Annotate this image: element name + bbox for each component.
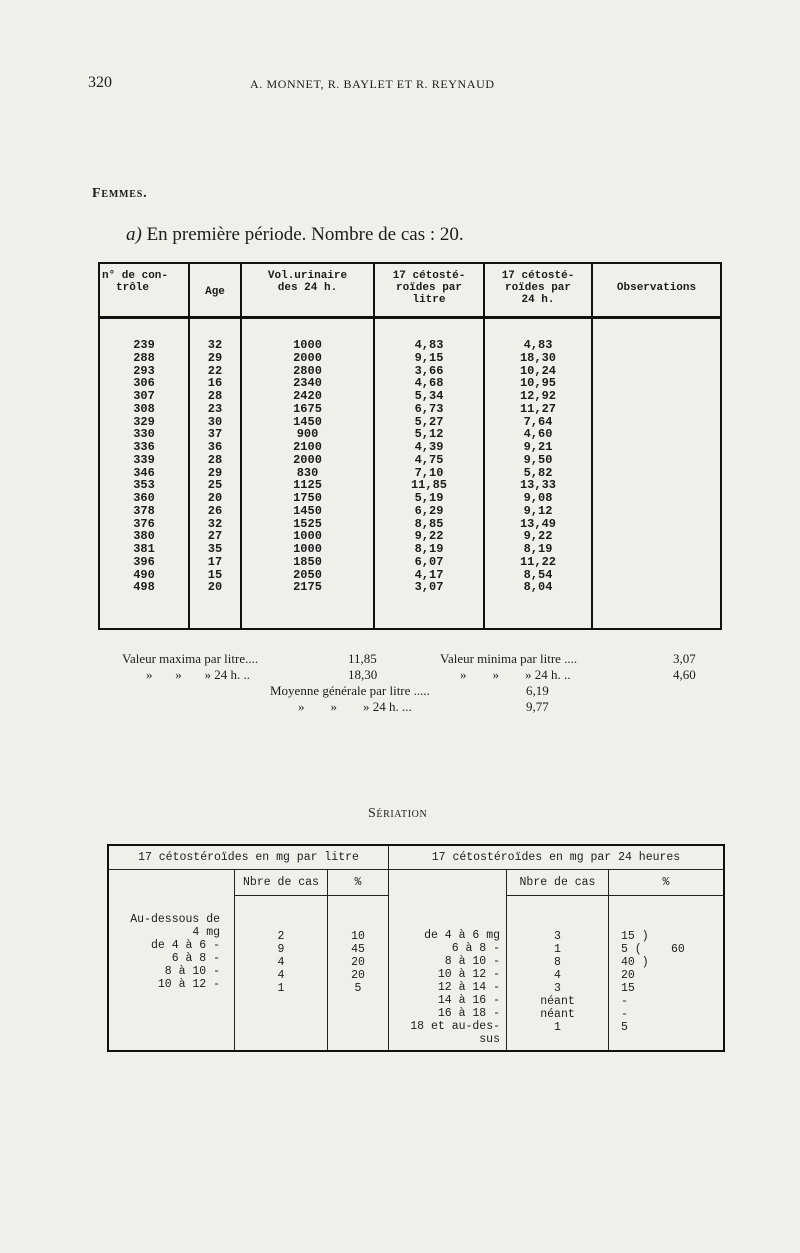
cell-value: 239 [133, 338, 155, 352]
cell-value: 9,22 [523, 529, 553, 544]
seriation-table [107, 844, 725, 1052]
cell-value: 3 [554, 981, 561, 995]
cell-value: 20 [351, 968, 365, 982]
cell-value: 307 [133, 389, 155, 403]
header-per-24h-line2: roïdes par [504, 282, 571, 294]
cell-value: 1 [554, 1020, 561, 1034]
cell-value: 22 [207, 363, 223, 378]
cell-value: 4 [277, 955, 285, 969]
cell-value: 28 [207, 452, 223, 467]
cell-value: 20 [207, 580, 223, 595]
header-control [99, 263, 189, 318]
cell-value: 18 et au-des- [410, 1020, 500, 1033]
cell-value: 293 [133, 363, 155, 378]
cell-value: Au-dessous de [130, 913, 220, 926]
cell-value: de 4 à 6 - [150, 939, 220, 952]
cell-value: 10 à 12 - [157, 978, 220, 991]
cell-value: 5 [354, 981, 362, 995]
header-observations: Observations [592, 263, 721, 318]
cell-value: 8,19 [523, 542, 553, 556]
stat-max-label: Valeur maxima par litre.... [122, 651, 259, 666]
cell-value: 1000 [293, 338, 322, 352]
cell-value: 329 [133, 414, 155, 429]
seriation-left-header: 17 cétostéroïdes en mg par litre [108, 845, 389, 869]
cell-value: 4,60 [523, 427, 553, 442]
cell-value: 5,82 [523, 465, 553, 480]
cell-value: 1 [554, 942, 561, 956]
cell-value: 339 [133, 452, 155, 467]
cell-value: 20 [621, 968, 635, 982]
right-range-header [389, 869, 507, 895]
cell-value: 5,12 [414, 427, 444, 442]
cell-value: 1750 [293, 491, 322, 505]
cell-value: 380 [133, 529, 155, 544]
cell-value: 2800 [293, 363, 322, 378]
stat-mean-label: Moyenne générale par litre ..... [270, 683, 430, 698]
cell-value: - [621, 994, 628, 1008]
cell-value: 32 [207, 516, 223, 531]
cell-value: 3,07 [414, 580, 444, 595]
cell-value: 4,83 [414, 338, 444, 352]
cell-value: 4,39 [414, 440, 444, 454]
stat-mean24-ditto: » » » 24 h. ... [298, 699, 412, 714]
cell-value: 9,15 [414, 350, 444, 365]
cell-value: 4 mg [192, 926, 220, 939]
right-pct-header: % [609, 869, 725, 895]
cell-value: 20 [207, 491, 223, 505]
cell-value: 13,33 [519, 478, 556, 493]
header-per-litre-line1: 17 cétosté- [392, 270, 466, 282]
left-ranges [108, 895, 235, 1051]
cell-value: 498 [133, 580, 155, 595]
cell-value: 8,54 [523, 567, 553, 582]
left-pcts [328, 895, 389, 1051]
cell-value: 4,68 [414, 376, 444, 391]
cell-value: 10 [351, 929, 365, 943]
cell-value: 7,10 [414, 465, 444, 480]
cell-value: 37 [207, 427, 223, 442]
cell-value: 4,75 [414, 452, 444, 467]
cell-value: 2100 [293, 440, 322, 454]
left-range-header [108, 869, 235, 895]
cell-value: 2000 [293, 350, 322, 365]
cell-value: 16 à 18 - [437, 1007, 500, 1020]
cell-value: 2420 [293, 389, 322, 403]
cell-value: 6 à 8 - [451, 942, 500, 955]
cell-value: 10,24 [519, 363, 556, 378]
header-per-litre [374, 263, 484, 318]
header-age: Age [189, 263, 241, 318]
cell-value: 4 [554, 968, 561, 982]
cell-value: 8,04 [523, 580, 553, 595]
cell-value: 1450 [293, 414, 322, 429]
cell-value: 9,22 [414, 529, 444, 544]
cell-value: 5,27 [414, 414, 444, 429]
stat-min24-ditto: » » » 24 h. .. [460, 667, 571, 682]
cell-value: 4,17 [414, 567, 444, 582]
right-pcts [609, 895, 725, 1051]
cell-value: 7,64 [523, 414, 553, 429]
stat-max24-ditto: » » » 24 h. .. [146, 667, 250, 682]
cell-value: 8 [554, 955, 561, 969]
cell-value: 330 [133, 427, 155, 442]
col-observations [592, 318, 721, 630]
cell-value: 336 [133, 440, 155, 454]
cell-value: 8,19 [414, 542, 444, 556]
header-per-24h [484, 263, 592, 318]
header-volume-line1: Vol.urinaire [267, 270, 348, 282]
cell-value: 23 [207, 401, 223, 416]
cell-value: 5,34 [414, 389, 444, 403]
cell-value: 5 ( [621, 942, 642, 956]
col-per-24h [484, 318, 592, 630]
cell-value: 4 [277, 968, 285, 982]
cell-value: 9 [277, 942, 285, 956]
page-number: 320 [88, 74, 112, 91]
stat-mean-value: 6,19 [526, 683, 549, 698]
cell-value: 5 [621, 1020, 628, 1034]
running-head: A. MONNET, R. BAYLET ET R. REYNAUD [250, 77, 495, 91]
cell-value: 40 ) [621, 955, 649, 969]
cell-value: 830 [296, 465, 319, 480]
cell-value: 9,50 [523, 452, 553, 467]
cell-value: 27 [207, 529, 223, 544]
cell-value: 288 [133, 350, 155, 365]
cell-value: - [621, 1007, 628, 1021]
subheading-label: a) [126, 224, 142, 245]
cell-value: néant [540, 994, 575, 1008]
cell-value: 15 [621, 981, 635, 995]
cell-value: 9,21 [523, 440, 553, 454]
cell-value: 30 [207, 414, 223, 429]
left-nbre-header: Nbre de cas [235, 869, 328, 895]
cell-value: 11,22 [519, 554, 556, 569]
header-control-line1: n° de con- [102, 270, 169, 282]
stat-max-value: 11,85 [348, 651, 377, 666]
cell-value: 1850 [293, 554, 322, 569]
cell-value: 11,85 [410, 478, 447, 493]
stat-min24-value: 4,60 [673, 667, 696, 682]
header-per-litre-line3: litre [412, 294, 446, 306]
cell-value: 18,30 [519, 350, 556, 365]
cell-value: 353 [133, 478, 155, 493]
cell-value: 9,08 [523, 491, 553, 505]
cell-value: 8,85 [414, 516, 444, 531]
cell-value: néant [540, 1007, 575, 1021]
col-volume [241, 318, 374, 630]
cell-value: 12 à 14 - [437, 981, 500, 994]
cell-value: 4,83 [523, 338, 553, 352]
col-per-litre [374, 318, 484, 630]
cell-value: 11,27 [519, 401, 556, 416]
cell-value: 2050 [293, 567, 322, 582]
cell-value: 20 [351, 955, 365, 969]
subheading [126, 224, 464, 246]
cell-value: 16 [207, 376, 223, 391]
cell-value: 1525 [293, 516, 322, 531]
stat-max24-value: 18,30 [348, 667, 378, 682]
header-per-litre-line2: roïdes par [395, 282, 462, 294]
cell-value: 15 [207, 567, 223, 582]
cell-value: 3,66 [414, 363, 444, 378]
cell-value: 306 [133, 376, 155, 391]
cell-value: 1 [277, 981, 285, 995]
cell-value: 15 ) [621, 929, 649, 943]
cell-value: 308 [133, 401, 155, 416]
cell-value: sus [479, 1033, 500, 1046]
col-control [99, 318, 189, 630]
cell-value: 5,19 [414, 491, 444, 505]
seriation-title: Sériation [368, 806, 428, 821]
cell-value: 376 [133, 516, 155, 531]
subheading-text: En première période. Nombre de cas : 20. [146, 224, 464, 245]
cell-value: 17 [207, 554, 223, 569]
header-control-line2: trôle [116, 282, 150, 294]
cell-value: 32 [207, 338, 223, 352]
header-volume [241, 263, 374, 318]
cell-value: 381 [133, 542, 155, 556]
cell-value: 8 à 10 - [164, 965, 220, 978]
cell-value: 396 [133, 554, 155, 569]
cell-value: 1125 [293, 478, 322, 493]
cell-value: 6 à 8 - [171, 952, 220, 965]
cell-value: 6,73 [414, 401, 444, 416]
cell-value: 25 [207, 478, 223, 493]
cell-value: 1000 [293, 542, 322, 556]
stat-mean24-value: 9,77 [526, 699, 549, 714]
cell-value: 13,49 [519, 516, 556, 531]
left-pct-header: % [328, 869, 389, 895]
cell-value: 490 [133, 567, 155, 582]
cell-value: 2175 [293, 580, 322, 595]
right-ranges [389, 895, 507, 1051]
cell-value: 6,07 [414, 554, 444, 569]
col-age [189, 318, 241, 630]
cell-value: 29 [207, 350, 223, 365]
header-per-24h-line3: 24 h. [521, 294, 555, 306]
cell-value: 8 à 10 - [444, 955, 500, 968]
cell-value: 2 [277, 929, 285, 943]
cell-value: 346 [133, 465, 155, 480]
cell-value: 9,12 [523, 503, 553, 518]
cell-value: 1450 [293, 503, 322, 518]
section-title: Femmes. [92, 186, 148, 201]
header-per-24h-line1: 17 cétosté- [501, 270, 575, 282]
cell-value: 1675 [293, 401, 322, 416]
stat-min-value: 3,07 [673, 651, 696, 666]
cell-value: 28 [207, 389, 223, 403]
right-nbre-header: Nbre de cas [507, 869, 609, 895]
cell-value: 3 [554, 929, 561, 943]
bracket-total: 60 [671, 942, 685, 956]
stat-min-label: Valeur minima par litre .... [440, 651, 578, 666]
seriation-right-header: 17 cétostéroïdes en mg par 24 heures [389, 845, 725, 869]
cell-value: 1000 [293, 529, 322, 544]
header-volume-line2: des 24 h. [277, 282, 338, 294]
cell-value: 378 [133, 503, 155, 518]
cell-value: 29 [207, 465, 223, 480]
cell-value: 26 [207, 503, 223, 518]
cell-value: 45 [351, 942, 365, 956]
cell-value: de 4 à 6 mg [424, 929, 500, 942]
cell-value: 14 à 16 - [437, 994, 500, 1007]
cell-value: 900 [296, 427, 319, 442]
cell-value: 2340 [293, 376, 322, 391]
cell-value: 360 [133, 491, 155, 505]
cell-value: 35 [207, 542, 223, 556]
cell-value: 2000 [293, 452, 322, 467]
right-counts [507, 895, 609, 1051]
cell-value: 10 à 12 - [437, 968, 500, 981]
main-data-table [98, 262, 722, 630]
cell-value: 12,92 [519, 389, 556, 403]
left-counts [235, 895, 328, 1051]
cell-value: 36 [207, 440, 223, 454]
cell-value: 10,95 [519, 376, 556, 391]
cell-value: 6,29 [414, 503, 444, 518]
